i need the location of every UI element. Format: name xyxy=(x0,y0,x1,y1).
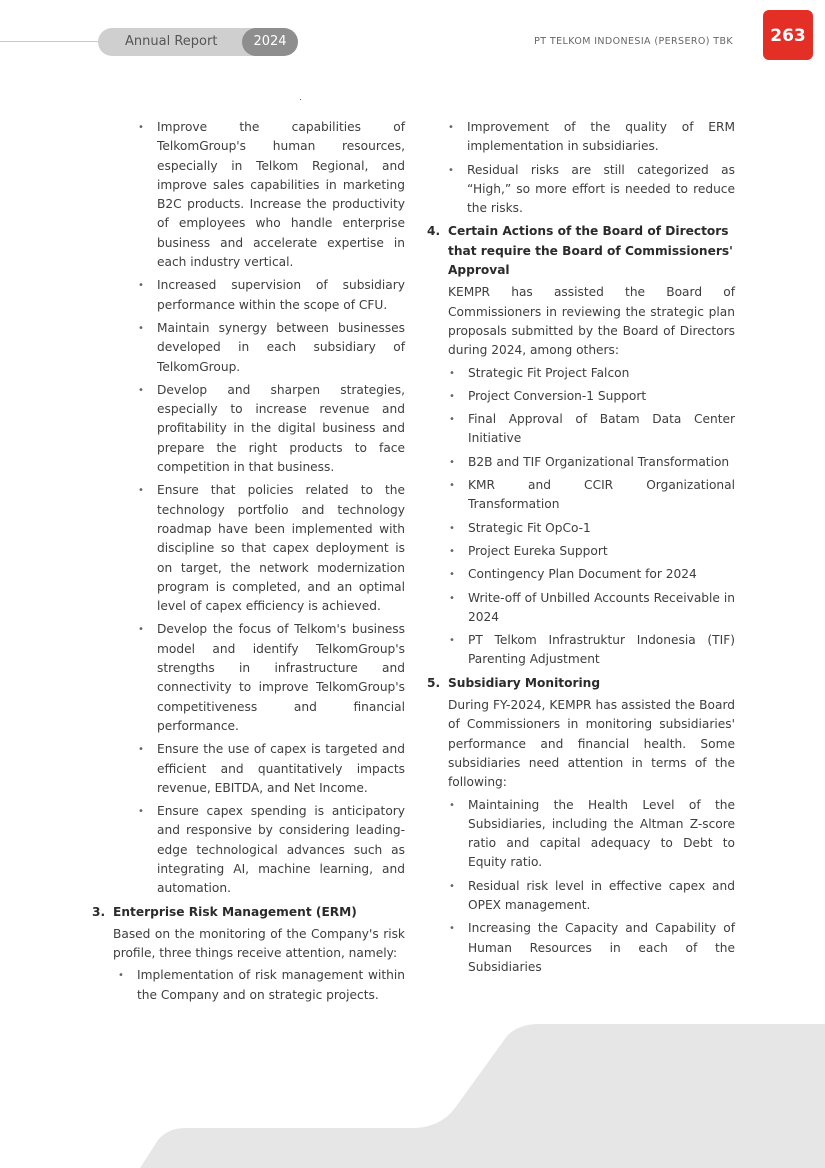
section-number: 4. xyxy=(427,224,441,239)
section-4-intro: KEMPR has assisted the Board of Commissioners in reviewing the strategic plan proposals submitted by the Board of Directors during 2024, among others: xyxy=(448,285,735,358)
erm-list-continued xyxy=(427,118,735,218)
list-item: • Implementation of risk management within the Company and on strategic projects. xyxy=(117,966,405,1005)
list-item: • KMR and CCIR Organizational Transformation xyxy=(448,476,735,515)
list-item: • Increasing the Capacity and Capability of Human Resources in each of the Subsidiaries xyxy=(448,919,735,977)
list-item: • Project Conversion-1 Support xyxy=(448,387,735,406)
list-item: • Improve the capabilities of TelkomGroup's human resources, especially in Telkom Regional, and improve sales capabilities in marketing B2C products. Increase the productivity of employees who handle enterprise business and accelerate expertise in each industry vertical. xyxy=(137,118,405,272)
list-item: • Maintaining the Health Level of the Subsidiaries, including the Altman Z-score ratio and capital adequacy to Debt to Equity ratio. xyxy=(448,796,735,873)
list-item: • Final Approval of Batam Data Center Initiative xyxy=(448,410,735,449)
section-title: Subsidiary Monitoring xyxy=(448,675,601,690)
list-item: • Ensure capex spending is anticipatory and responsive by considering leading-edge technological advances such as integrating AI, machine learning, and automation. xyxy=(137,802,405,898)
list-item: • Residual risks are still categorized as “High,” so more effort is needed to reduce the risks. xyxy=(447,161,735,219)
section-4-heading xyxy=(427,222,735,280)
section-title: Enterprise Risk Management (ERM) xyxy=(113,904,357,919)
section-number: 3. xyxy=(92,904,106,919)
section-3-heading xyxy=(92,903,405,922)
erm-list xyxy=(92,966,405,1005)
list-item: • Develop the focus of Telkom's business model and identify TelkomGroup's strengths in infrastructure and connectivity to improve TelkomGroup's competitiveness and financial performance. xyxy=(137,620,405,736)
strategy-list xyxy=(92,118,405,899)
list-item: • B2B and TIF Organizational Transformation xyxy=(448,453,735,472)
page-number-tab: 263 xyxy=(763,10,813,60)
list-item: • Develop and sharpen strategies, especially to increase revenue and profitability in the digital business and prepare the right products to face competition in that business. xyxy=(137,381,405,477)
annual-report-label: Annual Report xyxy=(98,28,258,56)
report-year-badge: 2024 xyxy=(242,28,298,56)
list-item: • Strategic Fit Project Falcon xyxy=(448,364,735,383)
list-item: • Ensure that policies related to the technology portfolio and technology roadmap have been implemented with discipline so that capex deployment is on target, the network modernization program is completed, and an optimal level of capex efficiency is achieved. xyxy=(137,481,405,616)
list-item: • Residual risk level in effective capex and OPEX management. xyxy=(448,877,735,916)
list-item: • Maintain synergy between businesses developed in each subsidiary of TelkomGroup. xyxy=(137,319,405,377)
list-item: • Strategic Fit OpCo-1 xyxy=(448,519,735,538)
left-column xyxy=(92,118,405,1009)
list-item: • Increased supervision of subsidiary performance within the scope of CFU. xyxy=(137,276,405,315)
company-name: PT TELKOM INDONESIA (PERSERO) TBK xyxy=(534,36,733,47)
section-number: 5. xyxy=(427,675,441,690)
list-item: • PT Telkom Infrastruktur Indonesia (TIF) Parenting Adjustment xyxy=(448,631,735,670)
section-title: Certain Actions of the Board of Directors that require the Board of Commissioners' Approval xyxy=(448,224,733,278)
stray-mark xyxy=(300,99,301,100)
section-5-heading xyxy=(427,674,735,693)
list-item: • Project Eureka Support xyxy=(448,542,735,561)
right-column xyxy=(427,118,735,981)
strategic-plan-list xyxy=(427,364,735,670)
list-item: • Write-off of Unbilled Accounts Receivable in 2024 xyxy=(448,589,735,628)
section-3-intro: Based on the monitoring of the Company's risk profile, three things receive attention, namely: xyxy=(113,926,405,961)
subsidiary-attention-list xyxy=(427,796,735,978)
section-5-intro: During FY-2024, KEMPR has assisted the Board of Commissioners in monitoring subsidiaries' performance and financial health. Some subsidiaries need attention in terms of the following: xyxy=(448,698,735,790)
list-item: • Ensure the use of capex is targeted and efficient and quantitatively impacts revenue, EBITDA, and Net Income. xyxy=(137,740,405,798)
list-item: • Improvement of the quality of ERM implementation in subsidiaries. xyxy=(447,118,735,157)
list-item: • Contingency Plan Document for 2024 xyxy=(448,565,735,584)
